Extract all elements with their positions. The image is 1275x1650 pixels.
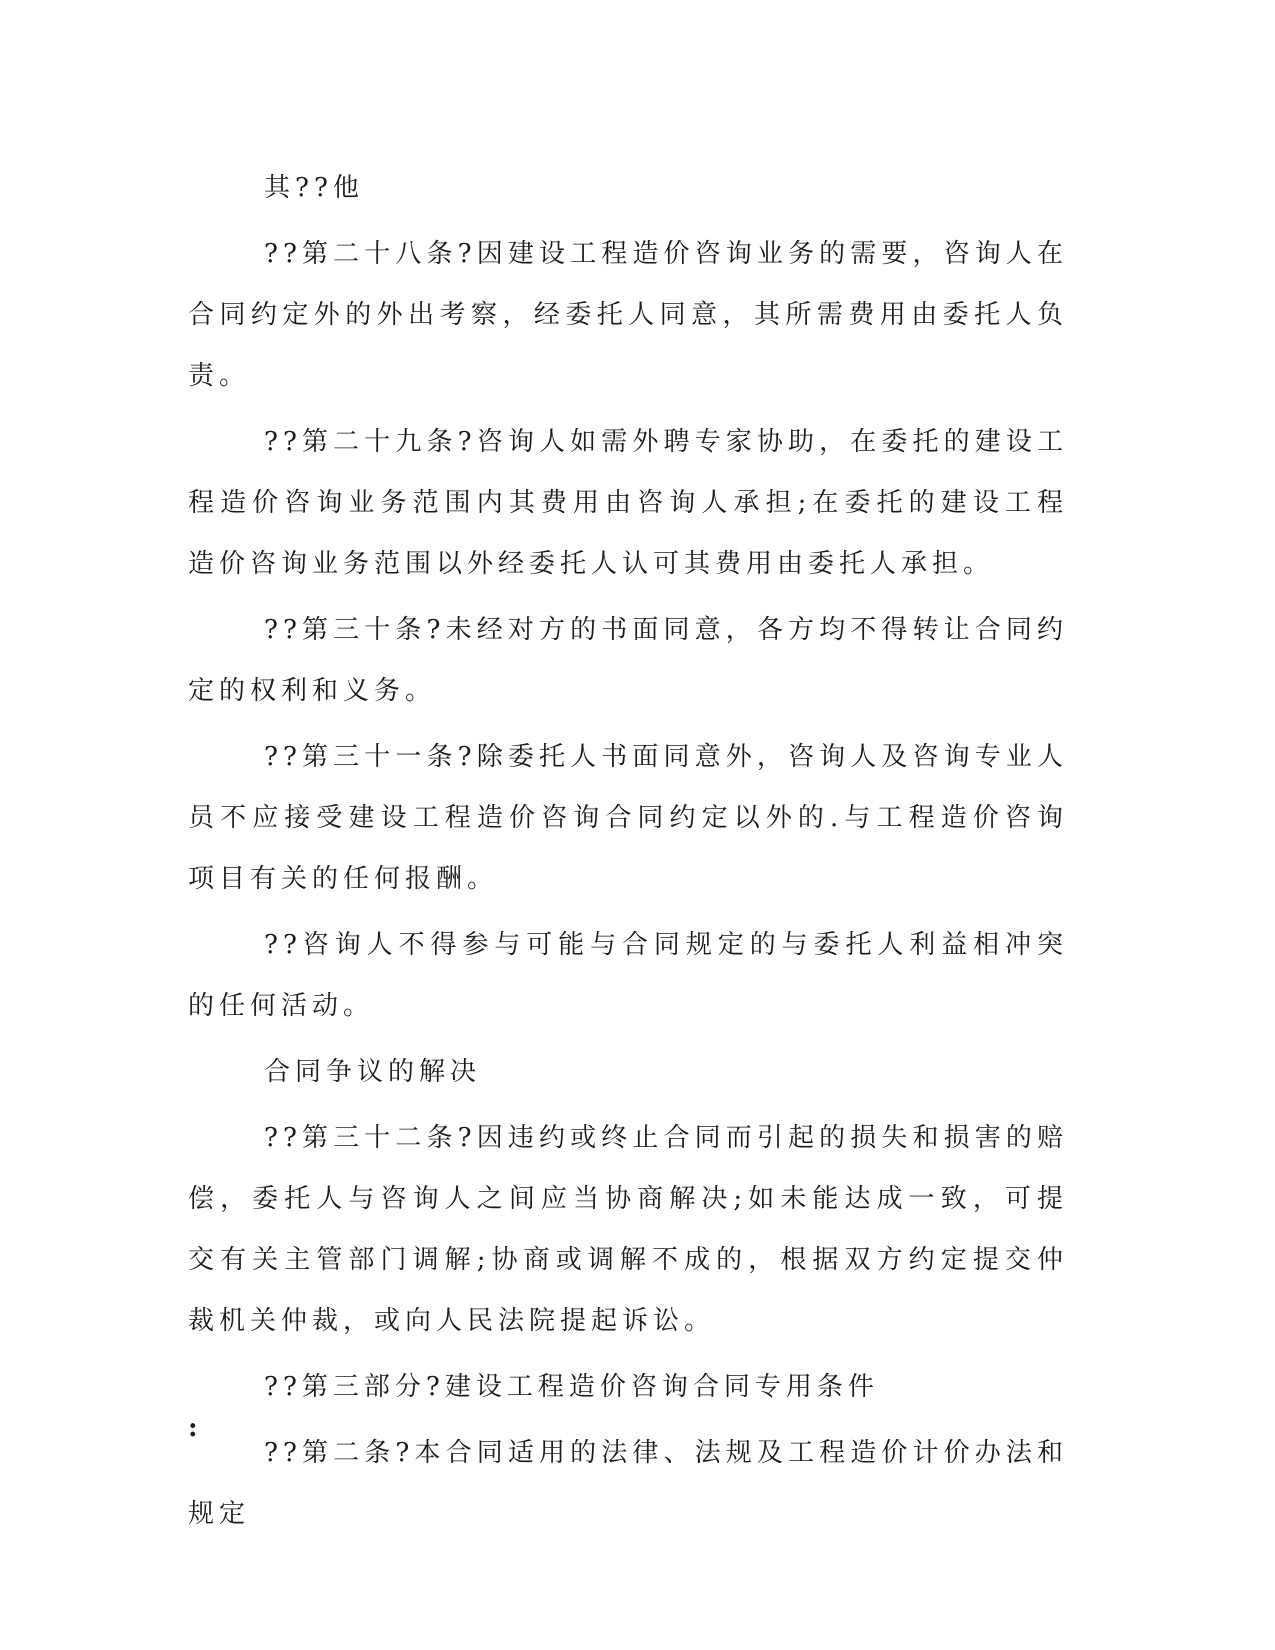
special-article-2: ??第二条?本合同适用的法律、法规及工程造价计价办法和规定	[188, 1438, 1068, 1529]
document-body	[188, 158, 1068, 1550]
article-32: ??第三十二条?因违约或终止合同而引起的损失和损害的赔偿，委托人与咨询人之间应当协商解决;如未能达成一致，可提交有关主管部门调解;协商或调解不成的，根据双方约定提交仲裁机关仲裁，或向人民法院提起诉讼。	[188, 1123, 1068, 1336]
article-31: ??第三十一条?除委托人书面同意外，咨询人及咨询专业人员不应接受建设工程造价咨询合同约定以外的.与工程造价咨询项目有关的任何报酬。	[188, 742, 1068, 894]
part-3-heading: ??第三部分?建设工程造价咨询合同专用条件	[264, 1372, 879, 1402]
section-heading-other: 其??他	[264, 173, 364, 203]
section-heading-dispute-resolution: 合同争议的解决	[264, 1057, 482, 1087]
trailing-colon: :	[188, 1413, 198, 1443]
article-30: ??第三十条?未经对方的书面同意，各方均不得转让合同约定的权利和义务。	[188, 615, 1068, 706]
article-28: ??第二十八条?因建设工程造价咨询业务的需要，咨询人在合同约定外的外出考察，经委托人同意，其所需费用由委托人负责。	[188, 239, 1068, 391]
article-31-clause-2: ??咨询人不得参与可能与合同规定的与委托人利益相冲突的任何活动。	[188, 930, 1068, 1021]
article-29: ??第二十九条?咨询人如需外聘专家协助，在委托的建设工程造价咨询业务范围内其费用由咨询人承担;在委托的建设工程造价咨询业务范围以外经委托人认可其费用由委托人承担。	[188, 427, 1068, 579]
